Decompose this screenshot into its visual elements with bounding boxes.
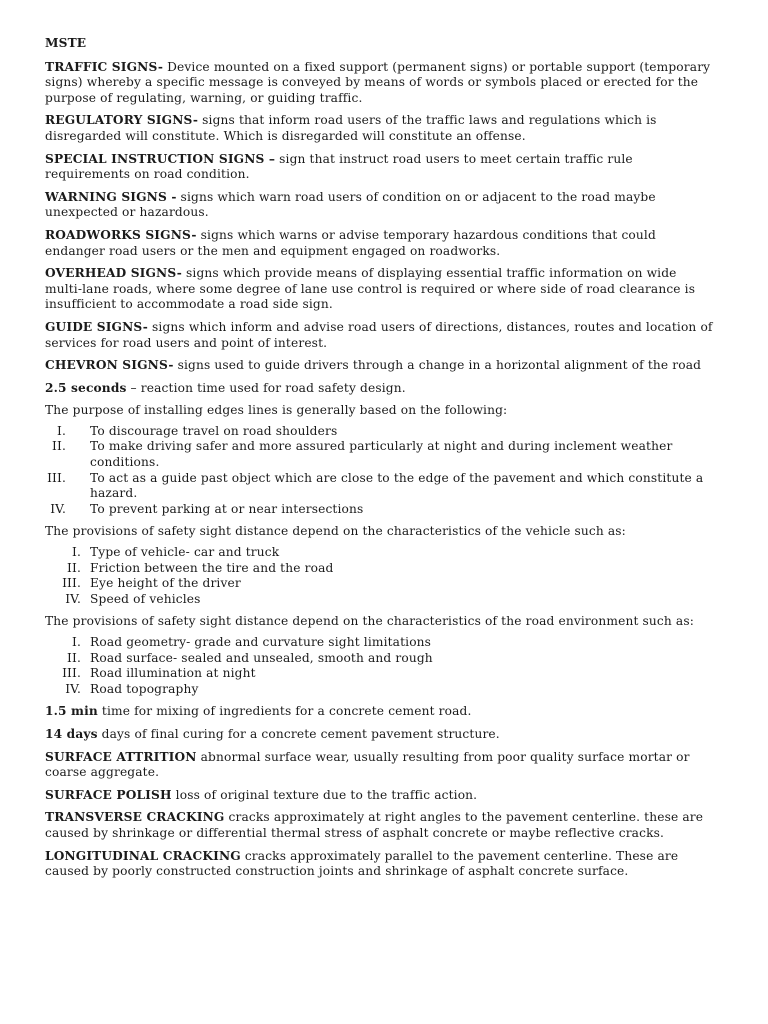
list-item-number: IV. [65, 681, 81, 696]
definition-text: cracks approximately parallel to the pavement centerline. These are caused by poorly constructed construction joints and shrinkage of asphalt concrete surface. [45, 848, 679, 879]
definition-entry [45, 190, 716, 221]
definition-text: signs used to guide drivers through a change in a horizontal alignment of the road [173, 358, 702, 373]
definition-term: SURFACE ATTRITION [45, 749, 197, 764]
edge-lines-intro: The purpose of installing edges lines is generally based on the following: [45, 403, 508, 418]
sight-road-intro: The provisions of safety sight distance depend on the characteristics of the road environment such as: [45, 614, 694, 629]
list-item-number: II. [52, 439, 66, 454]
definition-entry [45, 228, 716, 259]
definition-term: REGULATORY SIGNS- [45, 113, 199, 128]
definition-text: signs which warn road users of condition on or adjacent to the road maybe unexpected or hazardous. [45, 189, 656, 220]
list-item-number: III. [47, 470, 66, 485]
list-item-number: II. [67, 560, 81, 575]
list-item-number: IV. [65, 591, 81, 606]
definition-text: signs which provide means of displaying essential traffic information on wide multi-lane roads, where some degree of lane use control is required or where side of road clearance is insufficient to accommodate a road side sign. [45, 266, 696, 312]
definition-text: cracks approximately at right angles to the pavement centerline. these are caused by shrinkage or differential thermal stress of asphalt concrete or maybe reflective cracks. [45, 810, 704, 840]
sight-vehicle-intro: The provisions of safety sight distance depend on the characteristics of the vehicle such as: [45, 524, 626, 539]
list-item [45, 424, 716, 440]
list-item-number: II. [67, 650, 81, 665]
definitions-top [45, 60, 716, 397]
definition-term: CHEVRON SIGNS- [45, 358, 174, 373]
list-item [45, 545, 716, 561]
definition-text: signs which warns or advise temporary hazardous conditions that could endanger road users or the men and equipment engaged on roadworks. [45, 227, 656, 258]
definition-text: abnormal surface wear, usually resulting from poor quality surface mortar or coarse aggregate. [45, 749, 690, 780]
list-item [45, 666, 716, 682]
definition-term: OVERHEAD SIGNS- [45, 266, 182, 281]
list-item-number: III. [62, 666, 81, 681]
definition-text: sign that instruct road users to meet certain traffic rule requirements on road condition. [45, 151, 633, 182]
definition-entry [45, 113, 716, 144]
list-item [45, 471, 716, 502]
list-item-text: Type of vehicle- car and truck [90, 545, 280, 560]
list-item-number: I. [72, 635, 81, 649]
list-item-text: Road topography [90, 681, 199, 696]
list-item-text: Road surface- sealed and unsealed, smooth and rough [90, 650, 433, 665]
list-item-text: To discourage travel on road shoulders [90, 423, 338, 438]
list-item [45, 576, 716, 592]
list-item-text: To make driving safer and more assured particularly at night and during inclement weather conditions. [90, 439, 673, 470]
definition-text: signs that inform road users of the traffic laws and regulations which is disregarded will constitute. Which is disregarded will constitute an offense. [45, 113, 657, 143]
definition-entry [45, 60, 716, 107]
list-item-text: Speed of vehicles [90, 591, 201, 606]
definition-entry [45, 727, 716, 743]
definition-text: Device mounted on a fixed support (permanent signs) or portable support (temporary signs) whereby a specific message is conveyed by means of words or symbols placed or erected for the purpose of regulating, warning, or guiding traffic. [45, 59, 711, 105]
definition-term: ROADWORKS SIGNS- [45, 227, 197, 242]
definition-entry [45, 810, 716, 841]
list-item-text: To act as a guide past object which are close to the edge of the pavement and which constitute a hazard. [90, 470, 704, 501]
definition-text: days of final curing for a concrete cement pavement structure. [97, 726, 500, 741]
definition-term: TRAFFIC SIGNS- [45, 59, 164, 74]
list-item-text: Road illumination at night [90, 666, 256, 681]
list-item [45, 439, 716, 470]
list-item-number: III. [62, 576, 81, 591]
definition-term: GUIDE SIGNS- [45, 319, 148, 334]
definition-term: 1.5 min [45, 704, 98, 719]
definition-term: LONGITUDINAL CRACKING [45, 848, 241, 863]
definition-entry [45, 358, 716, 374]
list-item-number: I. [72, 545, 81, 560]
definition-entry [45, 704, 716, 720]
definitions-bottom [45, 704, 716, 879]
definition-text: loss of original texture due to the traffic action. [171, 787, 478, 802]
list-item [45, 561, 716, 577]
list-item-number: I. [57, 423, 66, 438]
sight-road-list [45, 635, 716, 697]
list-item-text: To prevent parking at or near intersections [90, 501, 364, 516]
definition-entry [45, 849, 716, 880]
list-item [45, 651, 716, 667]
definition-term: SURFACE POLISH [45, 787, 172, 802]
definition-entry [45, 788, 716, 804]
doc-title: MSTE [45, 36, 87, 50]
definition-term: 14 days [45, 726, 98, 741]
list-item-number: IV. [50, 501, 66, 516]
sight-vehicle-list [45, 545, 716, 607]
definition-term: WARNING SIGNS - [45, 189, 177, 204]
list-item [45, 592, 716, 608]
definition-term: TRANSVERSE CRACKING [45, 810, 225, 825]
definition-text: – reaction time used for road safety design. [126, 380, 406, 395]
list-item-text: Road geometry- grade and curvature sight limitations [90, 635, 432, 649]
list-item-text: Eye height of the driver [90, 576, 241, 591]
definition-term: SPECIAL INSTRUCTION SIGNS – [45, 151, 276, 166]
definition-entry [45, 152, 716, 183]
definition-entry [45, 750, 716, 781]
definition-text: signs which inform and advise road users of directions, distances, routes and location of services for road users and point of interest. [45, 319, 713, 350]
list-item [45, 635, 716, 651]
edge-lines-list [45, 424, 716, 518]
list-item-text: Friction between the tire and the road [90, 560, 334, 575]
definition-text: time for mixing of ingredients for a concrete cement road. [97, 704, 472, 719]
definition-entry [45, 266, 716, 313]
definition-entry [45, 320, 716, 351]
list-item [45, 682, 716, 698]
definition-entry [45, 381, 716, 397]
definition-term: 2.5 seconds [45, 380, 127, 395]
list-item [45, 502, 716, 518]
